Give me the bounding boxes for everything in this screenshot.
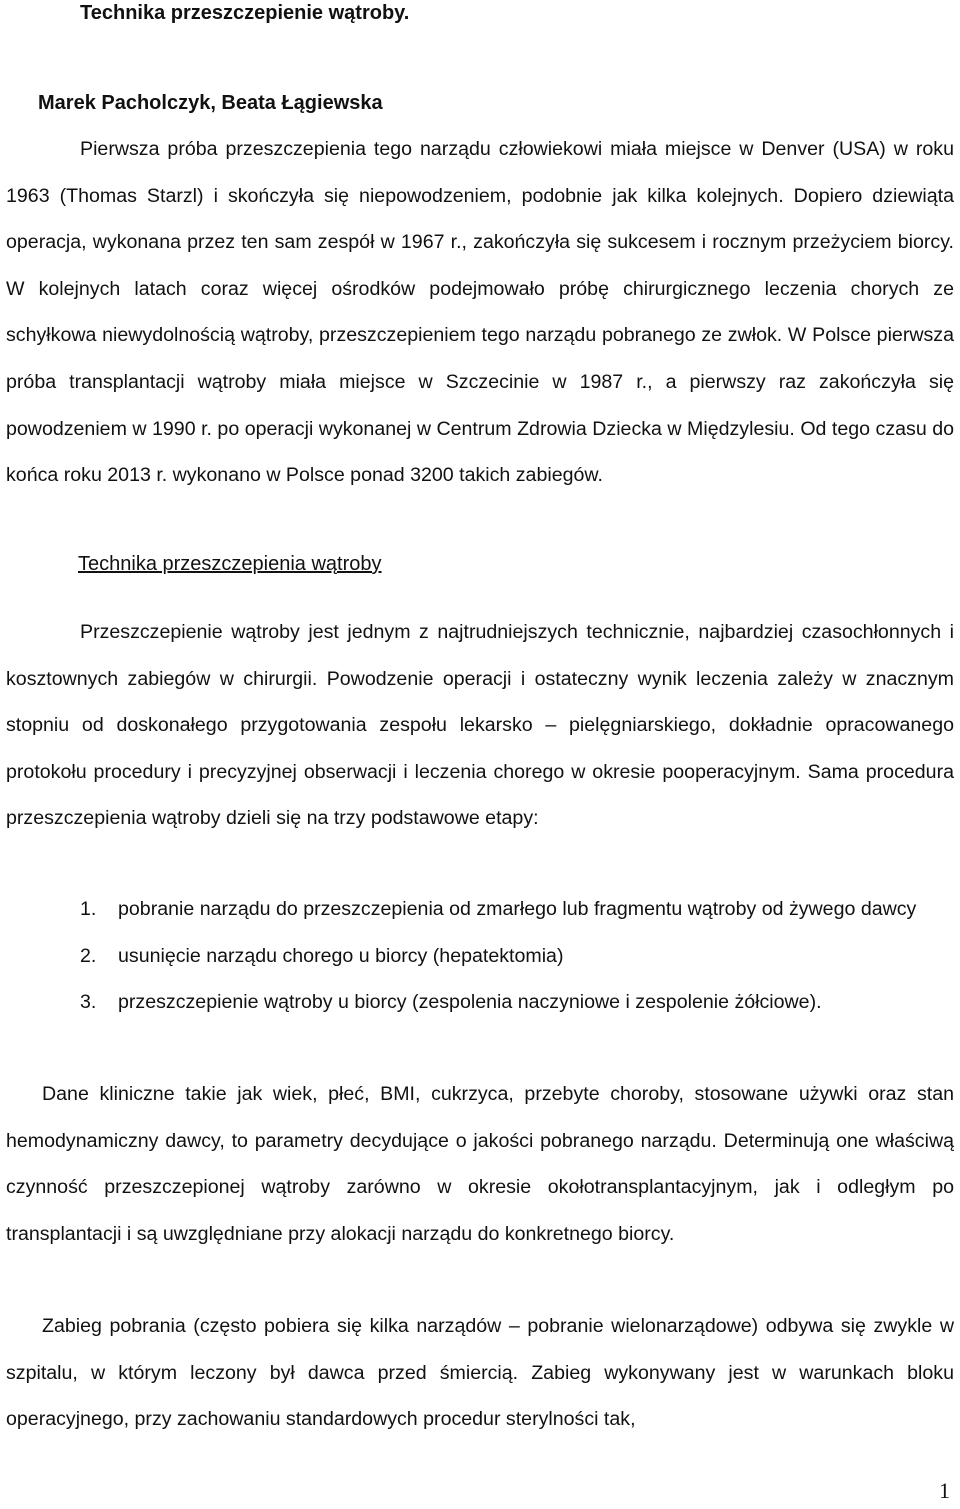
paragraph-procurement: Zabieg pobrania (często pobiera się kilka narządów – pobranie wielonarządowe) odbywa się zwykle w szpitalu, w którym leczony był dawca przed śmiercią. Zabieg wykonywany jest w warunkach bloku operacyjnego, przy zachowaniu standardowych procedur sterylności tak, <box>6 1315 954 1431</box>
page-number: 1 <box>939 1478 950 1503</box>
section-heading: Technika przeszczepienia wątroby <box>78 553 382 575</box>
step-number: 2. <box>80 944 97 967</box>
paragraph-technique: Przeszczepienie wątroby jest jednym z najtrudniejszych technicznie, najbardziej czasochłonnych i kosztownych zabiegów w chirurgii. Powodzenie operacji i ostateczny wynik leczenia zależy w znacznym stopniu od doskonałego przygotowania zespołu lekarsko – pielęgniarskiego, dokładnie opracowanego protokołu procedury i precyzyjnej obserwacji i leczenia chorego w okresie pooperacyjnym. Sama procedura przeszczepienia wątroby dzieli się na trzy podstawowe etapy: <box>6 621 954 830</box>
step-number: 1. <box>80 898 97 920</box>
step-text: pobranie narządu do przeszczepienia od zmarłego lub fragmentu wątroby od żywego dawcy <box>118 898 917 920</box>
document-title: Technika przeszczepienie wątroby. <box>80 2 410 24</box>
list-item <box>6 933 954 980</box>
list-item <box>6 886 954 933</box>
procedure-steps-list <box>6 886 954 1026</box>
step-text: przeszczepienie wątroby u biorcy (zespolenia naczyniowe i zespolenie żółciowe). <box>118 991 822 1014</box>
paragraph-history: Pierwsza próba przeszczepienia tego narządu człowiekowi miała miejsce w Denver (USA) w roku 1963 (Thomas Starzl) i skończyła się niepowodzeniem, podobnie jak kilka kolejnych. Dopiero dziewiąta operacja, wykonana przez ten sam zespół w 1967 r., zakończyła się sukcesem i rocznym przeżyciem biorcy. W kolejnych latach coraz więcej ośrodków podejmowało próbę chirurgicznego leczenia chorych ze schyłkowa niewydolnością wątroby, przeszczepieniem tego narządu pobranego ze zwłok. W Polsce pierwsza próba transplantacji wątroby miała miejsce w Szczecinie w 1987 r., a pierwszy raz zakończyła się powodzeniem w 1990 r. po operacji wykonanej w Centrum Zdrowia Dziecka w Międzylesiu. Od tego czasu do końca roku 2013 r. wykonano w Polsce ponad 3200 takich zabiegów. <box>6 138 954 487</box>
step-text: usunięcie narządu chorego u biorcy (hepatektomia) <box>118 944 564 967</box>
list-item <box>6 979 954 1026</box>
paragraph-donor-data: Dane kliniczne takie jak wiek, płeć, BMI, cukrzyca, przebyte choroby, stosowane używki oraz stan hemodynamiczny dawcy, to parametry decydujące o jakości pobranego narządu. Determinują one właściwą czynność przeszczepionej wątroby zarówno w okresie okołotransplantacyjnym, jak i odległym po transplantacji i są uwzględniane przy alokacji narządu do konkretnego biorcy. <box>6 1083 954 1245</box>
document-authors: Marek Pacholczyk, Beata Łągiewska <box>38 92 383 114</box>
step-number: 3. <box>80 991 97 1014</box>
